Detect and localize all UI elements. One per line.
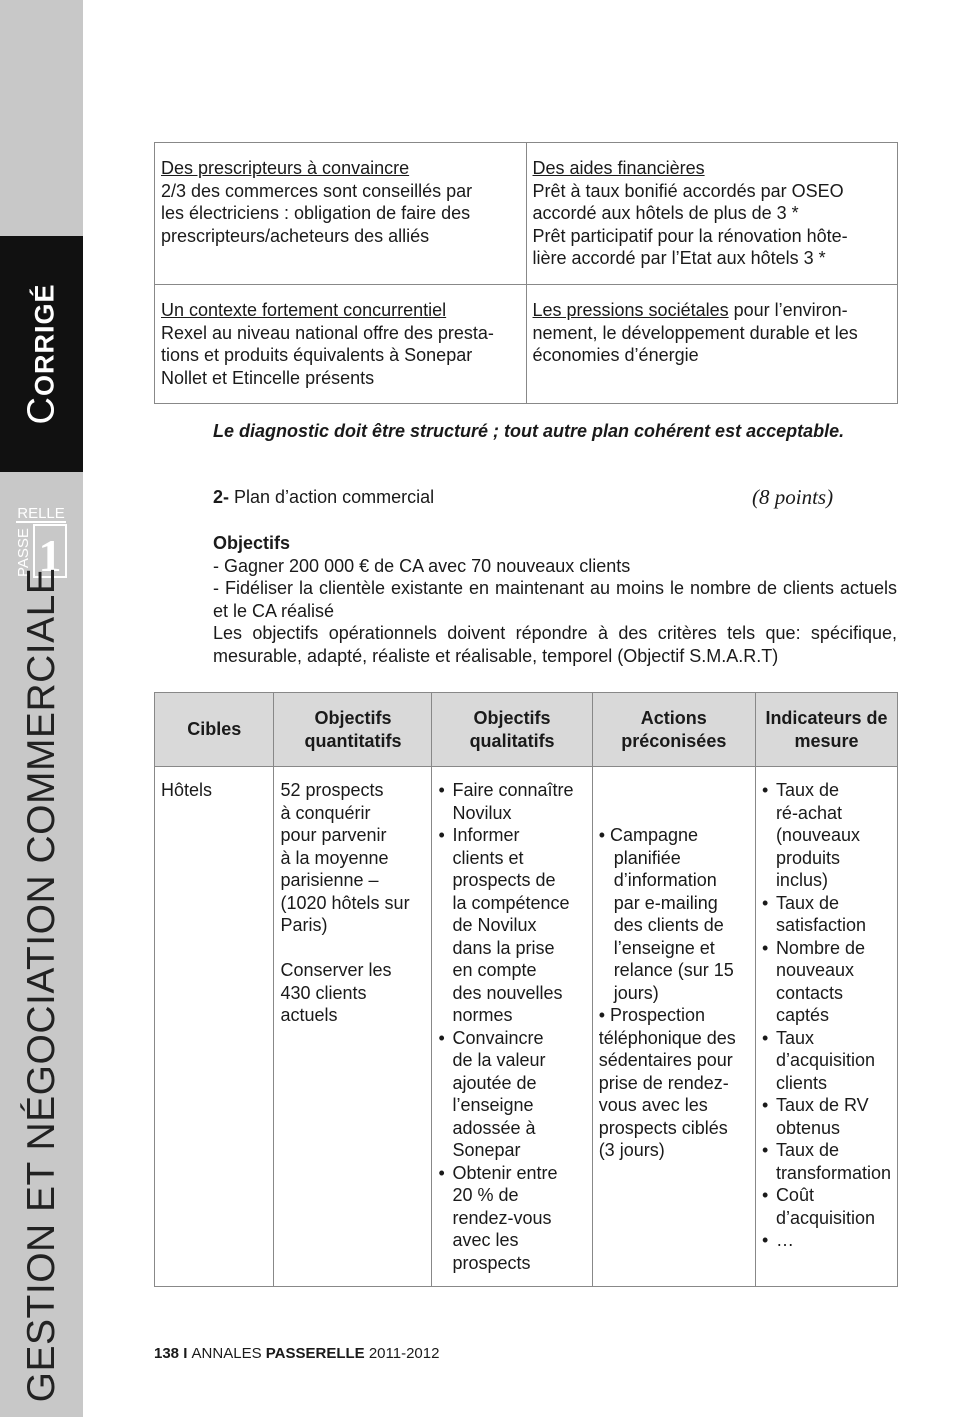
list-item: • Nombre de nouveaux contacts captés	[761, 937, 865, 1025]
points-label: (8 points)	[752, 485, 834, 509]
vertical-section-title: GESTION ET NÉGOCIATION COMMERCIALE	[20, 567, 63, 1403]
diagnostic-cell: Des aides financières Prêt à taux bonifié accordés par OSEO accordé aux hôtels de plus de 3 * Prêt participatif pour la rénovation hôte- lière accordé par l’Etat aux hôtels 3 *	[526, 143, 898, 285]
action-plan-table	[154, 692, 898, 1287]
diagnostic-cell: Les pressions sociétales pour l’environ- nement, le développement durable et les économies d’énergie	[526, 285, 898, 404]
column-header: Indicateurs de mesure	[755, 693, 897, 767]
list-item: • Taux de transformation	[761, 1140, 891, 1183]
quantitatifs-cell: 52 prospects à conquérir pour parvenir à la moyenne parisienne – (1020 hôtels sur Paris) Conserver les 430 clients actuels	[274, 767, 432, 1287]
column-header: Objectifs qualitatifs	[432, 693, 592, 767]
list-item: • Taux d’acquisition clients	[761, 1027, 875, 1093]
objectifs-heading: Objectifs	[213, 533, 291, 553]
list-item: • Taux de ré-achat (nouveaux produits inclus)	[761, 780, 860, 890]
svg-text:PASSE: PASSE	[15, 528, 32, 577]
column-header: Actions préconisées	[592, 693, 755, 767]
svg-text:1: 1	[38, 530, 62, 579]
page-footer: 138 I ANNALES PASSERELLE 2011-2012	[154, 1345, 440, 1362]
list-item: • Convaincre de la valeur ajoutée de l’enseigne adossée à Sonepar	[438, 1027, 546, 1160]
diagnostic-table	[154, 142, 898, 404]
svg-text:RELLE: RELLE	[17, 505, 65, 522]
actions-cell: • Campagne planifiée d’information par e-mailing des clients de l’enseigne et relance (sur 15 jours) • Prospection téléphonique des sédentaires pour prise de rendez- vous avec les prospects ciblés (3 jours)	[592, 767, 755, 1287]
corrige-label: CORRIGÉ	[20, 283, 63, 425]
list-item: • Informer clients et prospects de la compétence de Novilux dans la prise en compte des nouvelles normes	[438, 825, 570, 1025]
cible-cell: Hôtels	[155, 767, 274, 1287]
qualitatifs-cell	[432, 767, 592, 1287]
column-header: Objectifs quantitatifs	[274, 693, 432, 767]
objectif-item: - Gagner 200 000 € de CA avec 70 nouveaux clients	[213, 555, 631, 576]
indicateurs-cell	[755, 767, 897, 1287]
objectifs-paragraph: Les objectifs opérationnels doivent répondre à des critères tels que: spécifique, mesurable, adapté, réaliste et réalisable, temporel (Objectif S.M.A.R.T)	[213, 623, 897, 666]
section-heading: 2- Plan d’action commercial	[213, 487, 435, 507]
list-item: • …	[761, 1230, 794, 1250]
diagnostic-cell: Un contexte fortement concurrentiel Rexel au niveau national offre des presta- tions et produits équivalents à Sonepar Nollet et Etincelle présents	[155, 285, 527, 404]
list-item: • Faire connaître Novilux	[438, 780, 574, 823]
list-item: • Taux de satisfaction	[761, 892, 866, 935]
list-item: • Coût d’acquisition	[761, 1185, 875, 1228]
diagnostic-cell: Des prescripteurs à convaincre 2/3 des commerces sont conseillés par les électriciens : obligation de faire des prescripteurs/acheteurs des alliés	[155, 143, 527, 285]
column-header: Cibles	[155, 693, 274, 767]
diagnostic-note: Le diagnostic doit être structuré ; tout autre plan cohérent est acceptable.	[213, 421, 845, 441]
list-item: • Taux de RV obtenus	[761, 1095, 869, 1138]
objectifs-block	[213, 532, 897, 667]
objectif-item: - Fidéliser la clientèle existante en maintenant au moins le nombre de clients actuels et le CA réalisé	[213, 578, 897, 621]
list-item: • Obtenir entre 20 % de rendez-vous avec les prospects	[438, 1162, 558, 1273]
